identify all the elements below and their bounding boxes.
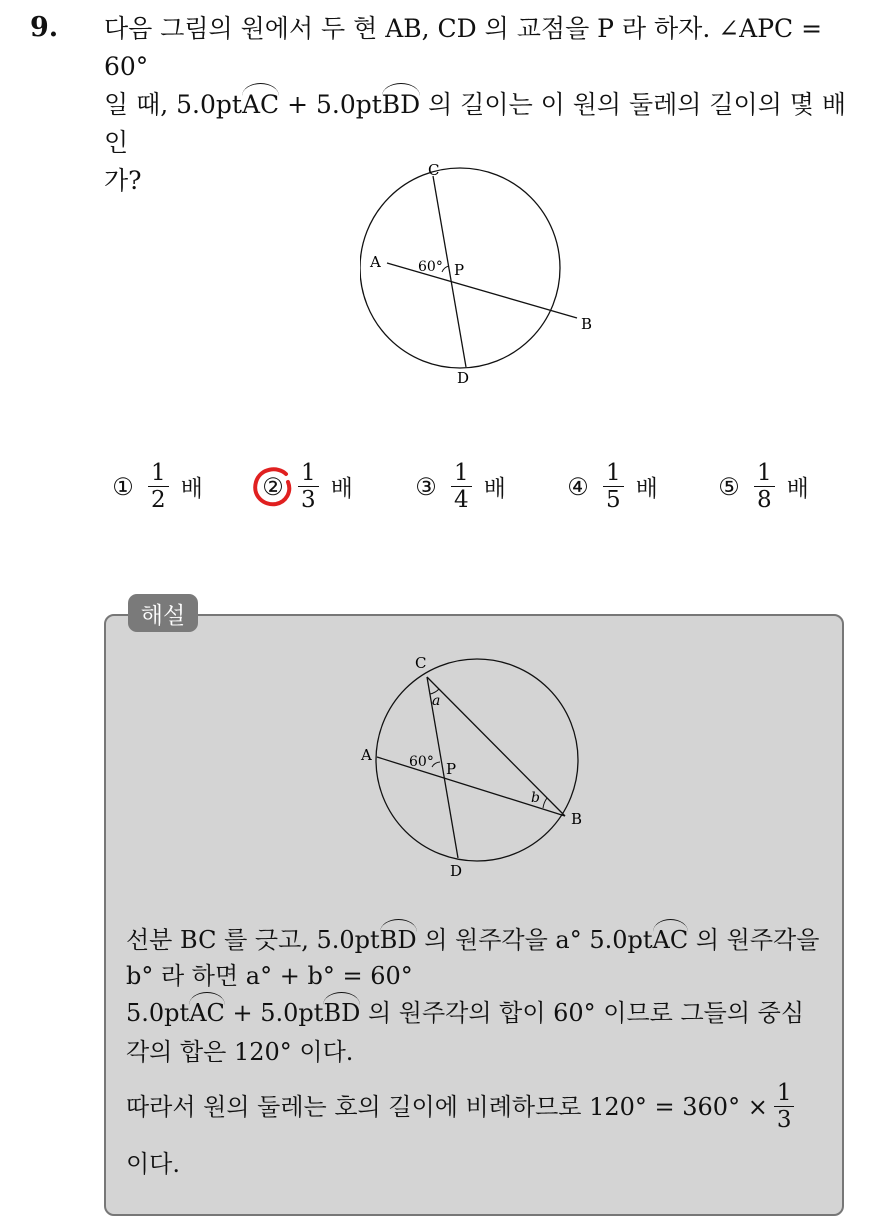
solution-line3-middle: + 5.0pt (224, 999, 324, 1027)
label-d: D (450, 862, 463, 880)
label-b: B (571, 810, 583, 828)
fraction (451, 460, 472, 513)
denominator: 2 (151, 487, 166, 513)
chord-ab (387, 263, 577, 318)
fraction (754, 460, 775, 513)
label-b: B (581, 315, 593, 333)
solution-line1-middle: 의 원주각을 a° 5.0pt (416, 926, 653, 954)
arc-ac-label: AC (652, 926, 689, 954)
question-line-3: 가? (104, 166, 142, 195)
arc-ac (653, 922, 689, 958)
arc-bd-label: BD (381, 90, 421, 119)
choice-number: ⑤ (718, 472, 740, 501)
label-d: D (457, 369, 470, 387)
choice-number: ① (112, 472, 134, 501)
label-p: P (454, 261, 465, 279)
choice-number: ④ (567, 472, 589, 501)
denominator: 8 (757, 487, 772, 513)
numerator: 1 (774, 1080, 795, 1107)
numerator: 1 (451, 460, 472, 487)
label-c: C (428, 161, 440, 179)
solution-line1-prefix: 선분 BC 를 긋고, 5.0pt (126, 926, 380, 954)
arc-ac-label: AC (189, 999, 225, 1027)
solution-line3-suffix: 의 원주각의 합이 60° 이므로 그들의 중심 (360, 999, 805, 1027)
fraction (603, 460, 624, 513)
denominator: 5 (606, 487, 621, 513)
chord-ab (377, 757, 565, 816)
solution-figure (355, 650, 615, 890)
question-line-1: 다음 그림의 원에서 두 현 AB, CD 의 교점을 P 라 하자. ∠APC = 60° (104, 14, 823, 81)
arc-bd-label: BD (323, 999, 361, 1027)
angle-b-label: b (531, 790, 540, 806)
choice-2[interactable] (258, 460, 353, 513)
label-a: A (370, 253, 381, 271)
choice-number: ③ (415, 472, 437, 501)
denominator: 4 (454, 487, 469, 513)
numerator: 1 (603, 460, 624, 487)
solution-circle (376, 659, 578, 861)
angle-b-arc (543, 798, 547, 808)
choice-number: ② (262, 472, 284, 501)
denominator: 3 (301, 487, 316, 513)
angle-label: 60° (409, 754, 434, 770)
angle-arc (442, 266, 449, 272)
fraction (148, 460, 169, 513)
solution-line1-suffix: 의 원주각을 (688, 926, 820, 954)
solution-tag: 해설 (128, 594, 198, 632)
solution-line-6: 이다. (126, 1150, 180, 1178)
arc-bd (323, 995, 360, 1031)
label-p: P (446, 760, 457, 778)
angle-a-label: a (432, 693, 441, 709)
question-line-2 (104, 86, 864, 162)
denominator: 3 (776, 1107, 792, 1133)
question-number: 9. (30, 12, 59, 43)
choice-unit: 배 (483, 476, 506, 502)
answer-choices (0, 460, 884, 530)
solution-line5-text: 따라서 원의 둘레는 호의 길이에 비례하므로 120° = 360° × (126, 1092, 768, 1121)
solution-line3-prefix: 5.0pt (126, 999, 190, 1027)
label-a: A (361, 746, 372, 764)
choice-unit: 배 (635, 476, 658, 502)
solution-line-3 (126, 995, 836, 1031)
choice-4[interactable] (563, 460, 658, 513)
arc-bd (382, 86, 420, 124)
question-line2-prefix: 일 때, 5.0pt (104, 90, 242, 119)
choice-unit: 배 (180, 476, 203, 502)
numerator: 1 (754, 460, 775, 487)
choice-1[interactable] (108, 460, 203, 513)
solution-line-5 (126, 1080, 836, 1133)
solution-line-1 (126, 922, 836, 958)
solution-line-4: 각의 합은 120° 이다. (126, 1038, 354, 1066)
arc-bd-label: BD (379, 926, 417, 954)
plus-sign: + 5.0pt (279, 90, 382, 119)
arc-ac (189, 995, 225, 1031)
arc-ac-label: AC (241, 90, 280, 119)
fraction (298, 460, 319, 513)
numerator: 1 (298, 460, 319, 487)
selected-answer-circle-icon (250, 464, 296, 510)
choice-unit: 배 (786, 476, 809, 502)
arc-bd (380, 922, 417, 958)
question-line2-suffix: 의 길이는 이 원의 둘레의 길이의 몇 배인 (104, 90, 847, 157)
solution-line-2: b° 라 하면 a° + b° = 60° (126, 962, 413, 990)
numerator: 1 (148, 460, 169, 487)
choice-unit: 배 (330, 476, 353, 502)
choice-3[interactable] (411, 460, 506, 513)
circle-figure (360, 155, 620, 395)
angle-label: 60° (418, 259, 443, 275)
arc-ac (242, 86, 279, 124)
label-c: C (415, 654, 427, 672)
choice-5[interactable] (714, 460, 809, 513)
fraction (774, 1080, 795, 1133)
